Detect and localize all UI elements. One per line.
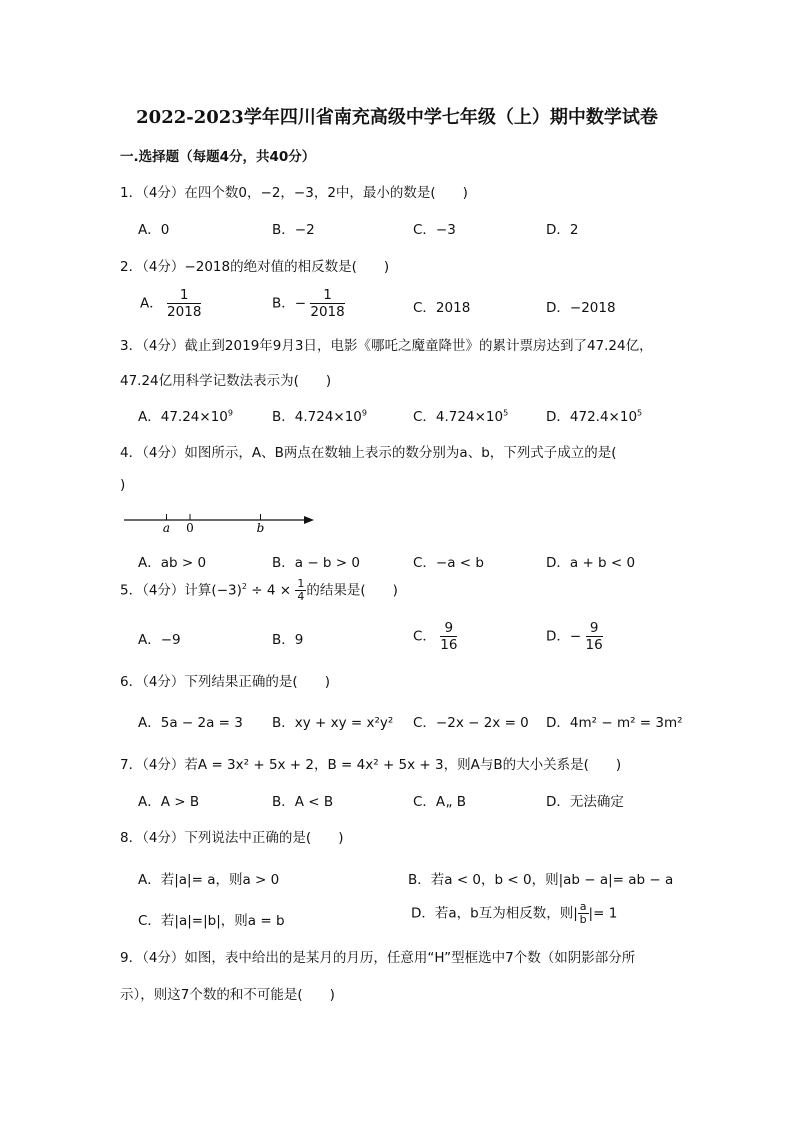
q5-option-c	[413, 620, 457, 653]
q6-option-d: D．4m² − m² = 3m²	[546, 715, 683, 731]
question-7-stem: 7．（4分）若A = 3x² + 5x + 2，B = 4x² + 5x + 3，则A与B的大小关系是( )	[120, 757, 622, 773]
q3-d-exponent: 5	[637, 408, 643, 418]
q3-b-exponent: 9	[361, 408, 367, 418]
q7-option-c: C．A„ B	[413, 794, 467, 810]
q8-d-numerator: a	[579, 900, 587, 913]
q6-option-c: C．−2x − 2x = 0	[413, 715, 529, 731]
q5-stem-numerator: 1	[297, 577, 305, 590]
q3-a-text: A．47.24×10	[138, 409, 228, 425]
q3-option-d	[546, 405, 642, 425]
number-line-label-a: a	[162, 521, 171, 535]
q2-b-fraction	[310, 287, 344, 320]
q2-a-fraction	[167, 287, 201, 320]
q1-option-c: C．−3	[413, 222, 456, 238]
q2-b-numerator: 1	[310, 287, 344, 304]
q5-d-numerator: 9	[586, 620, 603, 637]
question-4-stem-line-1: 4．（4分）如图所示，A、B两点在数轴上表示的数分别为a、b，下列式子成立的是(	[120, 445, 617, 461]
number-line-label-zero: 0	[186, 521, 194, 535]
q8-option-a: A．若|a|= a，则a > 0	[138, 872, 280, 888]
q3-c-text: C．4.724×10	[413, 409, 504, 425]
q6-option-a: A．5a − 2a = 3	[138, 715, 243, 731]
q5-stem-denominator: 4	[297, 590, 305, 603]
q5-option-b: B．9	[272, 632, 304, 648]
q5-c-fraction	[440, 620, 457, 653]
q2-option-a	[140, 287, 201, 320]
q1-option-b: B．−2	[272, 222, 315, 238]
q2-option-b	[272, 287, 345, 320]
section-heading: 一.选择题（每题4分，共40分）	[120, 149, 316, 165]
q8-option-d	[411, 901, 617, 926]
q5-d-fraction	[586, 620, 603, 653]
q7-option-d: D．无法确定	[546, 794, 624, 810]
q3-option-b	[272, 405, 367, 425]
q2-option-c: C．2018	[413, 300, 471, 316]
q8-d-denominator: b	[579, 913, 587, 926]
q3-option-a	[138, 405, 233, 425]
q3-c-exponent: 5	[503, 408, 509, 418]
q2-a-label: A．	[140, 295, 163, 312]
number-line-label-b: b	[256, 521, 265, 535]
q4-option-c: C．−a < b	[413, 555, 484, 571]
question-9-stem-line-2: 示），则这7个数的和不可能是( )	[120, 987, 335, 1003]
q2-b-label: B．−	[272, 295, 307, 312]
number-line-arrow	[304, 516, 314, 524]
q8-d-pre: D．若a，b互为相反数，则|	[411, 905, 578, 922]
q5-stem-fraction	[295, 578, 306, 603]
question-3-stem-line-1: 3．（4分）截止到2019年9月3日，电影《哪吒之魔童降世》的累计票房达到了47.24亿，	[120, 338, 653, 354]
number-line-figure	[120, 508, 320, 538]
question-6-stem: 6．（4分）下列结果正确的是( )	[120, 674, 330, 690]
q3-b-text: B．4.724×10	[272, 409, 362, 425]
page-title: 2022-2023学年四川省南充高级中学七年级（上）期中数学试卷	[136, 107, 658, 128]
q5-stem-pre: 5．（4分）计算(−3)	[120, 582, 242, 599]
q5-d-denominator: 16	[585, 637, 603, 653]
q4-option-d: D．a + b < 0	[546, 555, 636, 571]
q5-stem-post: 的结果是( )	[306, 582, 398, 599]
question-5-stem	[120, 578, 398, 603]
q4-option-b: B．a − b > 0	[272, 555, 360, 571]
question-2-stem: 2．（4分）−2018的绝对值的相反数是( )	[120, 259, 390, 275]
q3-a-exponent: 9	[227, 408, 233, 418]
question-8-stem: 8．（4分）下列说法中正确的是( )	[120, 830, 344, 846]
q5-c-label: C．	[413, 628, 436, 645]
q5-c-numerator: 9	[440, 620, 457, 637]
q1-option-d: D．2	[546, 222, 579, 238]
q2-a-denominator: 2018	[167, 304, 202, 320]
q1-option-a: A．0	[138, 222, 170, 238]
q8-d-fraction	[578, 901, 589, 926]
q5-stem-mid: ÷ 4 ×	[246, 582, 292, 599]
question-9-stem-line-1: 9．（4分）如图，表中给出的是某月的月历，任意用“H”型框选中7个数（如阴影部分所	[120, 950, 636, 966]
question-1-stem: 1．（4分）在四个数0，−2，−3，2中，最小的数是( )	[120, 185, 468, 201]
q3-d-text: D．472.4×10	[546, 409, 638, 425]
q2-a-numerator: 1	[167, 287, 201, 304]
question-3-stem-line-2: 47.24亿用科学记数法表示为( )	[120, 373, 332, 389]
q4-option-a: A．ab > 0	[138, 555, 207, 571]
q8-option-b: B．若a < 0，b < 0，则|ab − a|= ab − a	[408, 872, 674, 888]
q8-d-post: |= 1	[588, 905, 618, 922]
q7-option-a: A．A > B	[138, 794, 200, 810]
q6-option-b: B．xy + xy = x²y²	[272, 715, 394, 731]
q2-option-d: D．−2018	[546, 300, 616, 316]
q5-stem-exponent: 2	[241, 582, 247, 591]
q3-option-c	[413, 405, 508, 425]
q5-option-d	[546, 620, 603, 653]
q8-option-c: C．若|a|=|b|，则a = b	[138, 913, 285, 929]
q7-option-b: B．A < B	[272, 794, 334, 810]
q5-d-label: D．−	[546, 628, 582, 645]
q5-c-denominator: 16	[440, 637, 458, 653]
question-4-stem-line-2: )	[120, 477, 126, 493]
q2-b-denominator: 2018	[310, 304, 345, 320]
q5-option-a: A．−9	[138, 632, 181, 648]
